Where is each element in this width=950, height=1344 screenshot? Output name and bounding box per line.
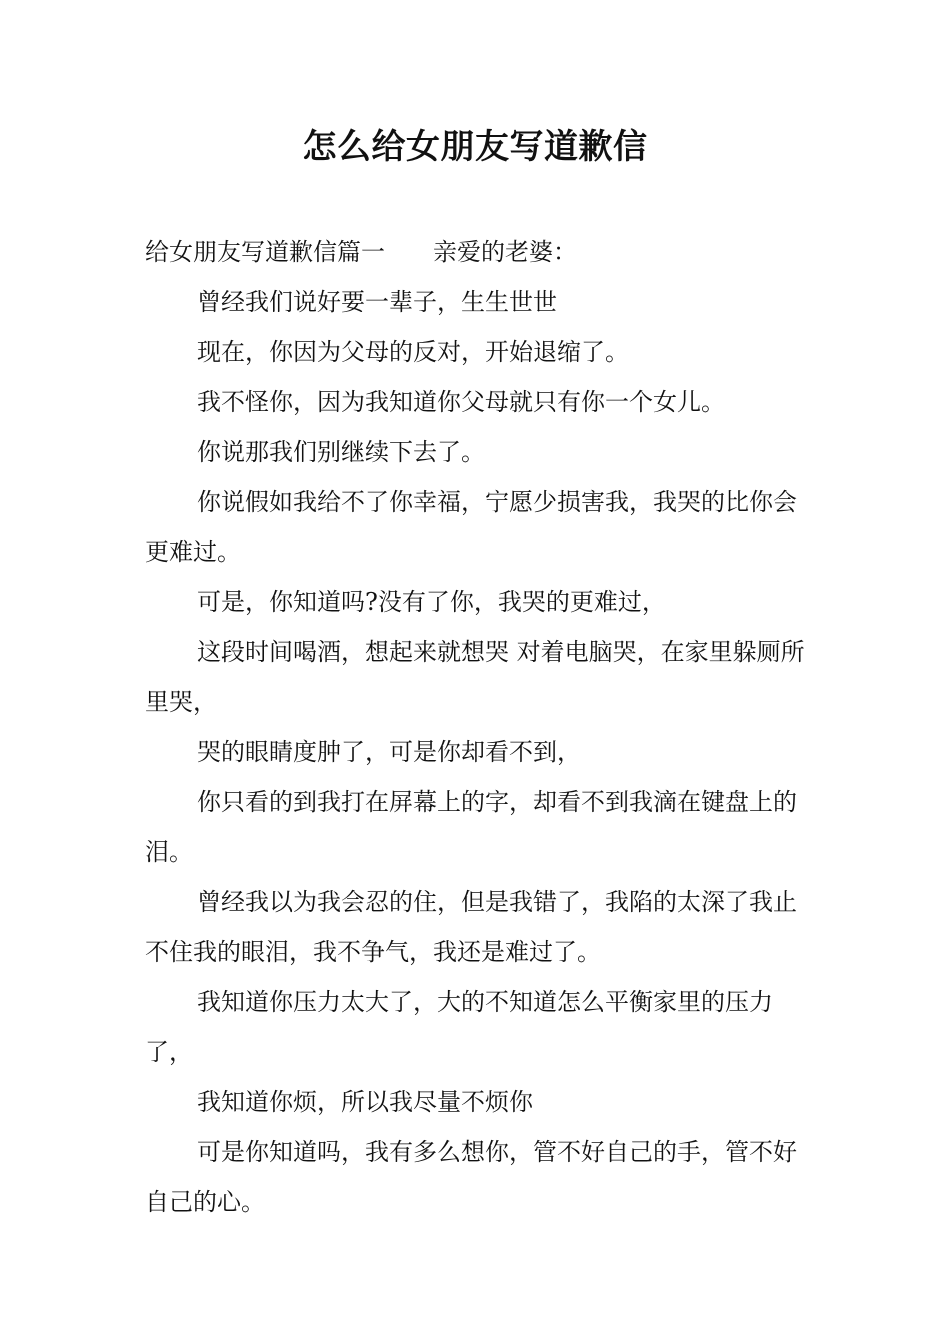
- document-body: [145, 227, 807, 1227]
- paragraph: 我不怪你，因为我知道你父母就只有你一个女儿。: [197, 388, 725, 416]
- paragraph: 可是，你知道吗?没有了你，我哭的更难过，: [197, 588, 666, 616]
- paragraph: 你说假如我给不了你幸福，宁愿少损害我，我哭的比你会更难过。: [145, 488, 797, 566]
- paragraph: 你说那我们别继续下去了。: [197, 438, 485, 466]
- paragraph: 你只看的到我打在屏幕上的字，却看不到我滴在键盘上的泪。: [145, 788, 797, 866]
- paragraph: 我知道你压力太大了，大的不知道怎么平衡家里的压力了，: [145, 988, 773, 1066]
- paragraph: 这段时间喝酒，想起来就想哭 对着电脑哭，在家里躲厕所里哭，: [145, 638, 805, 716]
- paragraph-heading-line: 给女朋友写道歉信篇一 亲爱的老婆：: [145, 238, 577, 266]
- paragraph: 现在，你因为父母的反对，开始退缩了。: [197, 338, 629, 366]
- paragraph: 可是你知道吗，我有多么想你，管不好自己的手，管不好自己的心。: [145, 1138, 797, 1216]
- paragraph: 曾经我以为我会忍的住，但是我错了，我陷的太深了我止不住我的眼泪，我不争气，我还是难过了。: [145, 888, 797, 966]
- paragraph: 我知道你烦，所以我尽量不烦你: [197, 1088, 533, 1116]
- document-title: 怎么给女朋友写道歉信: [302, 127, 648, 167]
- paragraph: 曾经我们说好要一辈子，生生世世: [197, 288, 557, 316]
- paragraph: 哭的眼睛度肿了，可是你却看不到，: [197, 738, 581, 766]
